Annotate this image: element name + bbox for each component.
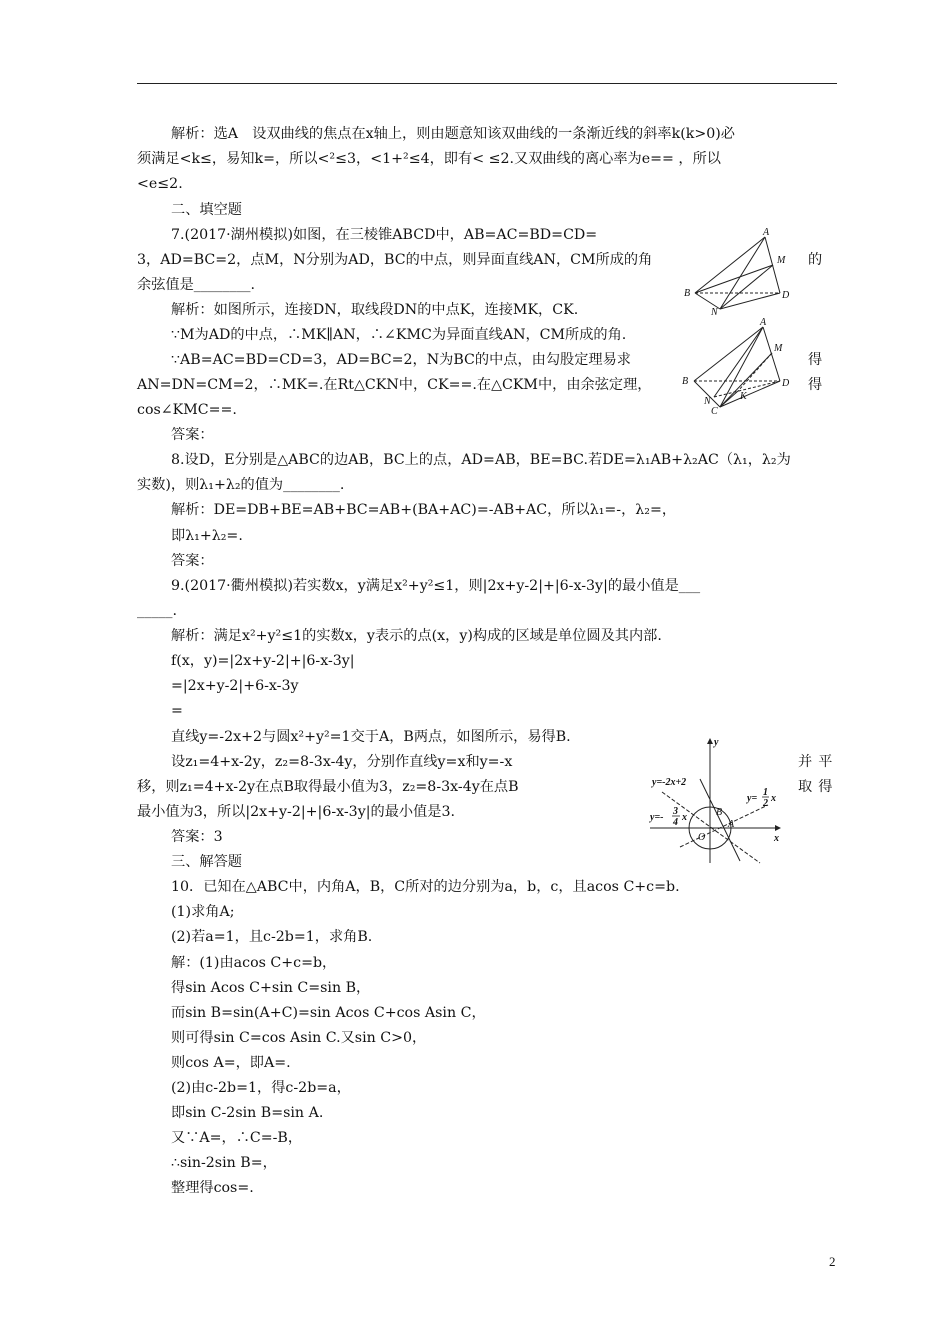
text-line: _____. (137, 603, 177, 619)
x-axis-label: x (774, 833, 779, 844)
text-line: 解析：满足x²+y²≤1的实数x，y表示的点(x，y)构成的区域是单位圆及其内部. (171, 628, 662, 644)
text-line-right: 得 (808, 352, 823, 368)
text-line: f(x，y)=|2x+y-2|+|6-x-3y| (171, 653, 355, 669)
text-line: 即λ₁+λ₂=. (171, 528, 243, 544)
line-label-2-right: x (682, 812, 687, 823)
label-B: B (682, 376, 689, 387)
text-line-right: 的 (808, 252, 823, 268)
text-line: 解析：选A 设双曲线的焦点在x轴上，则由题意知该双曲线的一条渐近线的斜率k(k>0)必 (171, 126, 735, 142)
text-line: 3，AD=BC=2，点M，N分别为AD，BC的中点，则异面直线AN，CM所成的角 (137, 252, 653, 268)
answer-label: 答案： (171, 427, 214, 443)
text-line: 则cos A=，即A=. (171, 1055, 291, 1071)
line-label-2-den: 4 (673, 817, 678, 828)
point-A-label: A (728, 819, 735, 830)
line-label-1: y=-2x+2 (652, 777, 687, 788)
page-number: 2 (829, 1254, 836, 1269)
text-line: 则可得sin C=cos Asin C.又sin C>0， (171, 1030, 427, 1046)
text-line: 即sin C-2sin B=sin A. (171, 1105, 324, 1121)
text-line: (2)由c-2b=1，得c-2b=a， (171, 1080, 351, 1096)
answer-label: 答案： (171, 553, 214, 569)
text-line: 设z₁=4+x-2y，z₂=8-3x-4y，分别作直线y=x和y=-x (171, 754, 513, 770)
y-axis-label: y (714, 737, 719, 748)
label-M: M (774, 343, 783, 354)
label-B: B (684, 288, 691, 299)
question-10: 10．已知在△ABC中，内角A，B，C所对的边分别为a，b，c，且acos C+c=b. (171, 879, 680, 895)
question-7: 7.(2017·湖州模拟)如图，在三棱锥ABCD中，AB=AC=BD=CD= (171, 227, 598, 243)
text-line: ∵AB=AC=BD=CD=3，AD=BC=2，N为BC的中点，由勾股定理易求 (171, 352, 631, 368)
answer-label: 答案：3 (171, 829, 223, 845)
line-label-2-left: y=- (650, 812, 664, 823)
line-label-2-num: 3 (673, 806, 678, 817)
line-label-3-right: x (771, 793, 776, 804)
text-line: <e≤2. (137, 176, 183, 192)
text-line: 得sin Acos C+sin C=sin B， (171, 980, 371, 996)
header-rule (137, 83, 837, 84)
text-line-right: 并平 (798, 754, 839, 770)
tetrahedron-solution-figure (680, 315, 805, 415)
label-N: N (711, 307, 718, 317)
text-line: =|2x+y-2|+6-x-3y (171, 678, 299, 694)
line-label-3-num: 1 (763, 787, 768, 798)
line-label-3-den: 2 (763, 798, 768, 809)
label-C: C (711, 406, 718, 415)
text-line-right: 取得 (798, 779, 839, 795)
unit-circle-figure (640, 735, 795, 867)
text-line: ∵M为AD的中点，∴MK∥AN，∴∠KMC为异面直线AN，CM所成的角. (171, 327, 627, 343)
text-line-right: 得 (808, 377, 823, 393)
text-line: 移，则z₁=4+x-2y在点B取得最小值为3，z₂=8-3x-4y在点B (137, 779, 519, 795)
text-line: (2)若a=1，且c-2b=1，求角B. (171, 929, 373, 945)
label-A: A (763, 227, 770, 238)
text-line: AN=DN=CM=2，∴MK=.在Rt△CKN中，CK==.在△CKM中，由余弦定理， (137, 377, 652, 393)
text-line: 解析：DE=DB+BE=AB+BC=AB+(BA+AC)=-AB+AC，所以λ₁=-，λ₂=， (171, 502, 677, 518)
text-line: 直线y=-2x+2与圆x²+y²=1交于A，B两点，如图所示，易得B. (171, 729, 571, 745)
label-N: N (704, 396, 711, 407)
label-A: A (760, 317, 767, 328)
label-M: M (777, 255, 786, 266)
section-heading: 三、解答题 (171, 854, 242, 870)
text-line: 解析：如图所示，连接DN，取线段DN的中点K，连接MK，CK. (171, 302, 579, 318)
text-line: 须满足<k≤，易知k=，所以<²≤3，<1+²≤4，即有< ≤2.又双曲线的离心率为e== ，所以 (137, 151, 721, 167)
text-line: = (171, 703, 183, 719)
text-line: 解：(1)由acos C+c=b， (171, 955, 337, 971)
section-heading: 二、填空题 (171, 202, 242, 218)
point-B-label: B (716, 807, 723, 818)
label-K: K (740, 391, 747, 402)
text-line: 又∵A=，∴C=-B， (171, 1130, 303, 1146)
text-line: 最小值为3，所以|2x+y-2|+|6-x-3y|的最小值是3. (137, 804, 455, 820)
text-line: cos∠KMC==. (137, 402, 237, 418)
label-D: D (782, 290, 790, 301)
label-D: D (782, 378, 790, 389)
text-line: ∴sin-2sin B=， (171, 1155, 277, 1171)
text-line: 而sin B=sin(A+C)=sin Acos C+cos Asin C， (171, 1005, 486, 1021)
text-line: 余弦值是________. (137, 277, 256, 293)
text-line: 整理得cos=. (171, 1180, 254, 1196)
question-8: 8.设D，E分别是△ABC的边AB，BC上的点，AD=AB，BE=BC.若DE=λ₁AB+λ₂AC（λ₁，λ₂为 (171, 452, 791, 468)
text-line: 实数)，则λ₁+λ₂的值为________. (137, 477, 345, 493)
tetrahedron-figure (680, 225, 805, 317)
origin-label: O (698, 832, 706, 843)
line-label-3-left: y= (747, 793, 758, 804)
text-line: (1)求角A; (171, 904, 235, 920)
question-9: 9.(2017·衢州模拟)若实数x，y满足x²+y²≤1，则|2x+y-2|+|6-x-3y|的最小值是___ (171, 578, 701, 594)
